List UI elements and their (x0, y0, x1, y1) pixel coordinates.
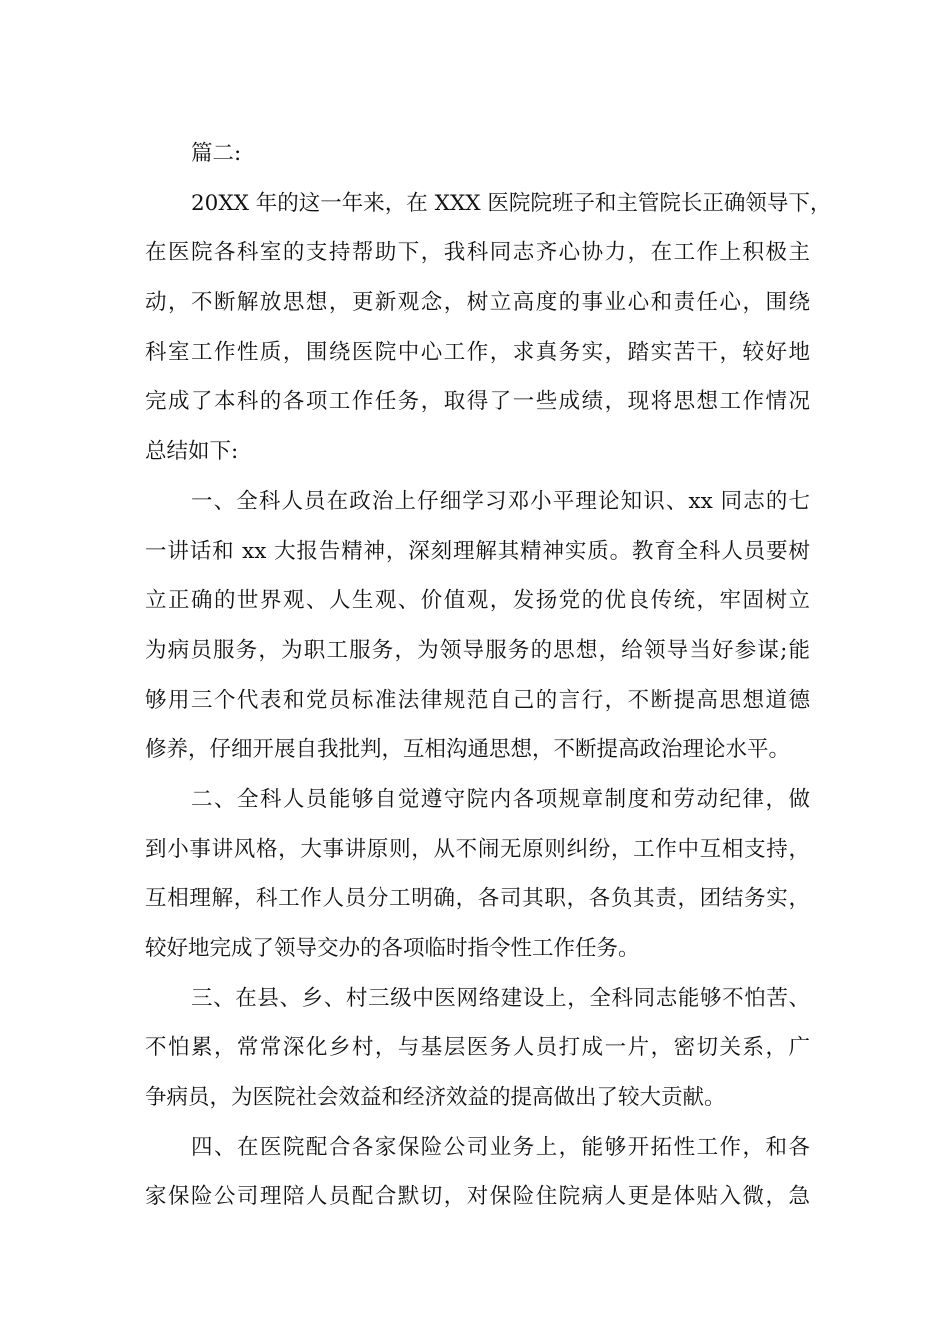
text-line: 修养，仔细开展自我批判，互相沟通思想，不断提高政治理论水平。 (145, 737, 791, 763)
text-line: 不怕累，常常深化乡村，与基层医务人员打成一片，密切关系，广 (145, 1035, 810, 1061)
text-line: 20XX 年的这一年来，在 XXX 医院院班子和主管院长正确领导下， (191, 190, 832, 216)
text-line: 完成了本科的各项工作任务，取得了一些成绩，现将思想工作情况 (145, 389, 810, 415)
text-line: 较好地完成了领导交办的各项临时指令性工作任务。 (145, 936, 640, 961)
text-line: 在医院各科室的支持帮助下，我科同志齐心协力，在工作上积极主 (145, 240, 810, 266)
text-line: 为病员服务，为职工服务，为领导服务的思想，给领导当好参谋;能 (145, 637, 810, 663)
text-line: 总结如下: (145, 439, 239, 465)
text-line: 一、全科人员在政治上仔细学习邓小平理论知识、xx 同志的七 (191, 488, 810, 514)
text-line: 科室工作性质，围绕医院中心工作，求真务实，踏实苦干，较好地 (145, 339, 810, 365)
text-line: 够用三个代表和党员标准法律规范自己的言行，不断提高思想道德 (145, 687, 810, 713)
text-line: 到小事讲风格，大事讲原则，从不闹无原则纠纷，工作中互相支持， (145, 836, 810, 862)
text-line: 一讲话和 xx 大报告精神，深刻理解其精神实质。教育全科人员要树 (145, 538, 810, 564)
text-line: 争病员，为医院社会效益和经济效益的提高做出了较大贡献。 (145, 1085, 726, 1111)
text-line: 篇二: (191, 141, 242, 166)
text-line: 动，不断解放思想，更新观念，树立高度的事业心和责任心，围绕 (145, 290, 810, 316)
document-body (145, 129, 832, 1222)
text-line: 互相理解，科工作人员分工明确，各司其职，各负其责，团结务实， (145, 886, 810, 912)
text-line: 四、在医院配合各家保险公司业务上，能够开拓性工作，和各 (191, 1134, 810, 1160)
text-line: 立正确的世界观、人生观、价值观，发扬党的优良传统，牢固树立 (145, 588, 810, 614)
text-line: 二、全科人员能够自觉遵守院内各项规章制度和劳动纪律，做 (191, 786, 810, 812)
text-line: 三、在县、乡、村三级中医网络建设上，全科同志能够不怕苦、 (191, 985, 810, 1011)
text-line: 家保险公司理陪人员配合默切，对保险住院病人更是体贴入微，急 (145, 1184, 810, 1210)
